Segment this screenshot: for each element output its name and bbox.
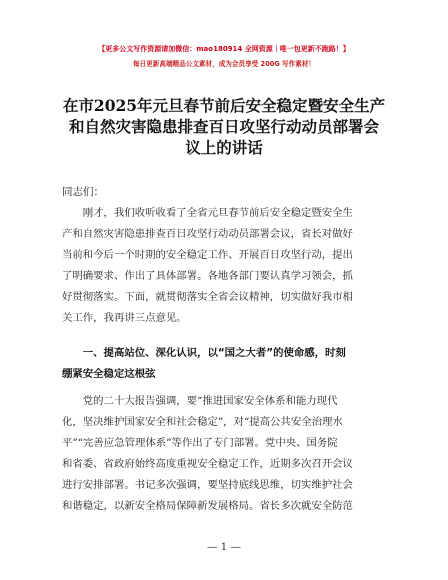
title-line: 在市2025年元旦春节前后安全稳定暨安全生产 [62, 96, 386, 115]
text-line: 和省委、省政府始终高度重视安全稳定工作，近期多次召开会议 [62, 458, 353, 470]
page-number: — 1 — [206, 541, 242, 553]
salutation: 同志们： [62, 186, 104, 198]
heading-line: 绷紧安全稳定这根弦 [62, 368, 156, 380]
text-line: 化，坚决维护国家安全和社会稳定”，对“提高公共安全治理水 [62, 416, 343, 428]
document-title [40, 95, 408, 158]
text-line: 产和自然灾害隐患排查百日攻坚行动动员部署会议，省长对做好 [62, 228, 353, 240]
heading-line: 一、提高站位、深化认识，以“国之大者”的使命感，时刻 [62, 347, 346, 359]
text-line: 党的二十大报告强调，要“推进国家安全体系和能力现代 [62, 395, 338, 407]
paragraph-section-1 [62, 391, 392, 517]
title-line: 和自然灾害隐患排查百日攻坚行动动员部署会 [68, 117, 379, 136]
paragraph-intro [62, 203, 392, 329]
text-line: 了明确要求、作出了具体部署。各地各部门要认真学习领会，抓 [62, 270, 353, 282]
text-line: 平”“完善应急管理体系”等作出了专门部署。党中央、国务院 [62, 437, 338, 449]
text-line: 进行安排部署。书记多次强调，要坚持底线思维，切实维护社会 [62, 479, 353, 491]
text-line: 关工作，我再讲三点意见。 [62, 312, 187, 324]
text-line: 当前和今后一个时期的安全稳定工作、开展百日攻坚行动，提出 [62, 249, 353, 261]
text-line: 和谐稳定，以新安全格局保障新发展格局。省长多次就安全防范 [62, 500, 353, 512]
text-line: 好贯彻落实。下面，就贯彻落实全省会议精神，切实做好我市相 [62, 291, 353, 303]
promo-banner-line-2: 每日更新高端精品公文素材，成为会员享受 200G 写作素材！ [132, 60, 316, 68]
title-line: 议上的讲话 [185, 138, 263, 157]
text-line: 刚才，我们收听收看了全省元旦春节前后安全稳定暨安全生 [62, 207, 353, 219]
promo-banner-line-1: 【更多公文写作资源请加微信：mao180914 全网资源｜唯一包更新不跑路！】 [98, 45, 350, 53]
section-heading-1 [62, 343, 392, 385]
